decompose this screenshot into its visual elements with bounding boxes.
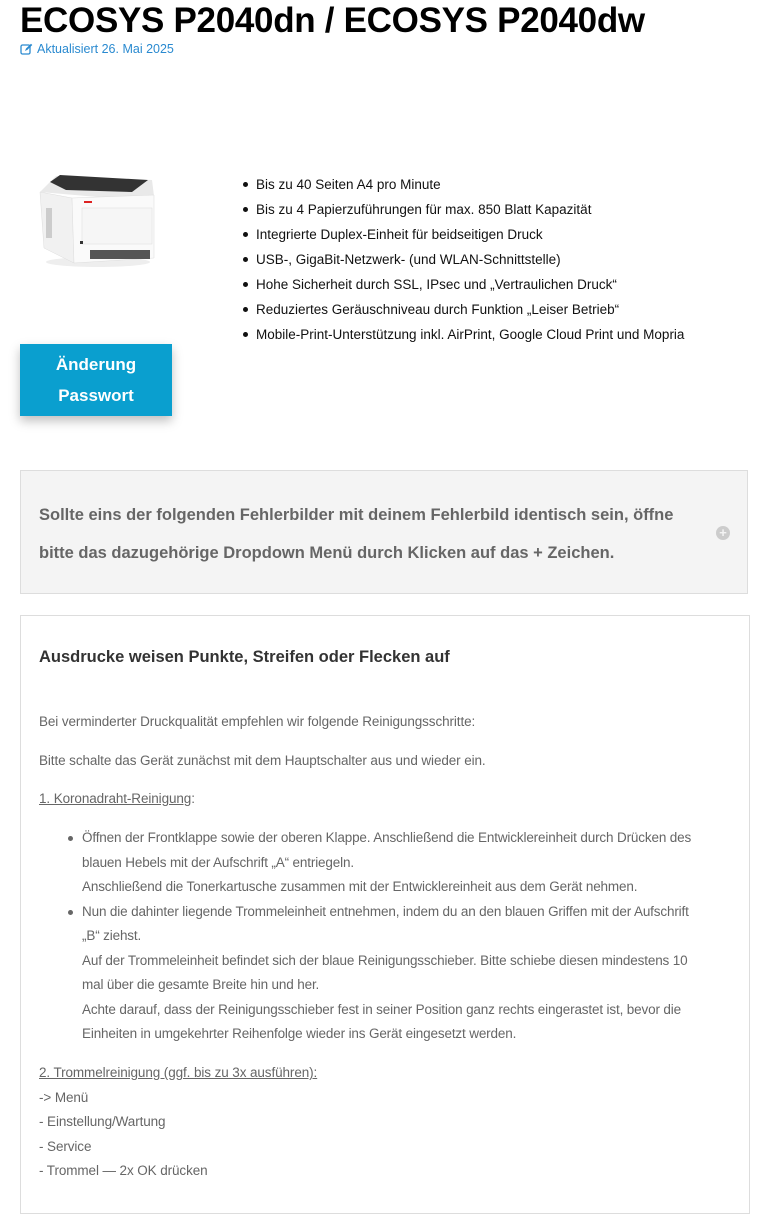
section1-heading [39,787,195,812]
notice-text [39,496,673,572]
feature-item: Integrierte Duplex-Einheit für beidseitigen Druck [243,222,684,247]
notice-line: bitte das dazugehörige Dropdown Menü durch Klicken auf das + Zeichen. [39,544,615,562]
menu-path-item: - Service [39,1138,92,1154]
section2-title: 2. Trommelreinigung (ggf. bis zu 3x ausführen): [39,1065,318,1080]
page-title: ECOSYS P2040dn / ECOSYS P2040dw [20,1,645,40]
expand-plus-icon[interactable]: + [716,526,730,540]
step-line: Einheiten in umgekehrter Reihenfolge wieder ins Gerät eingesetzt werden. [82,1026,517,1041]
cleaning-steps [63,826,691,1047]
section1-title: 1. Koronadraht-Reinigung [39,791,192,806]
step-item [63,900,691,1047]
updated-date [20,42,174,56]
notice-box [20,470,748,594]
feature-item: Reduziertes Geräuschniveau durch Funktion „Leiser Betrieb“ [243,297,684,322]
feature-item: Mobile-Print-Unterstützung inkl. AirPrint, Google Cloud Print und Mopria [243,322,684,347]
edit-icon [20,43,33,55]
step-line: Auf der Trommeleinheit befindet sich der blaue Reinigungsschieber. Bitte schiebe diesen mindestens 10 [82,952,688,968]
intro-text: Bei verminderter Druckqualität empfehlen wir folgende Reinigungsschritte: [39,714,476,729]
step-line: Öffnen der Frontklappe sowie der oberen Klappe. Anschließend die Entwicklereinheit durch Drücken des [82,830,692,845]
notice-line: Sollte eins der folgenden Fehlerbilder mit deinem Fehlerbild identisch sein, öffne [39,506,674,524]
menu-path-item: -> Menü [39,1089,89,1105]
printer-image [36,170,158,270]
feature-item: Bis zu 4 Papierzuführungen für max. 850 Blatt Kapazität [243,197,684,222]
menu-path-item: - Trommel — 2x OK drücken [39,1163,208,1178]
step-item [63,826,691,900]
button-label-line2: Passwort [58,386,134,405]
feature-item: Hohe Sicherheit durch SSL, IPsec und „Vertraulichen Druck“ [243,272,684,297]
section2-block [39,1061,317,1184]
change-password-button[interactable] [20,344,172,416]
updated-text: Aktualisiert 26. Mai 2025 [37,42,174,56]
step-line: blauen Hebels mit der Aufschrift „A“ entriegeln. [82,854,354,870]
menu-path-item: - Einstellung/Wartung [39,1114,166,1129]
restart-text: Bitte schalte das Gerät zunächst mit dem Hauptschalter aus und wieder ein. [39,753,486,768]
step-line: Nun die dahinter liegende Trommeleinheit entnehmen, indem du an den blauen Griffen mit der Aufschrift [82,903,689,919]
step-line: Anschließend die Tonerkartusche zusammen mit der Entwicklereinheit aus dem Gerät nehmen. [82,879,638,894]
feature-item: Bis zu 40 Seiten A4 pro Minute [243,172,684,197]
step-line: Achte darauf, dass der Reinigungsschieber fest in seiner Position ganz rechts eingerastet ist, bevor die [82,1001,681,1017]
troubleshooting-panel [20,615,750,1214]
step-line: mal über die gesamte Breite hin und her. [82,977,320,992]
section1-colon: : [191,791,195,806]
panel-title: Ausdrucke weisen Punkte, Streifen oder Flecken auf [39,648,450,666]
feature-item: USB-, GigaBit-Netzwerk- (und WLAN-Schnittstelle) [243,247,684,272]
feature-list [243,172,684,347]
step-line: „B“ ziehst. [82,928,142,943]
button-label-line1: Änderung [55,355,137,374]
